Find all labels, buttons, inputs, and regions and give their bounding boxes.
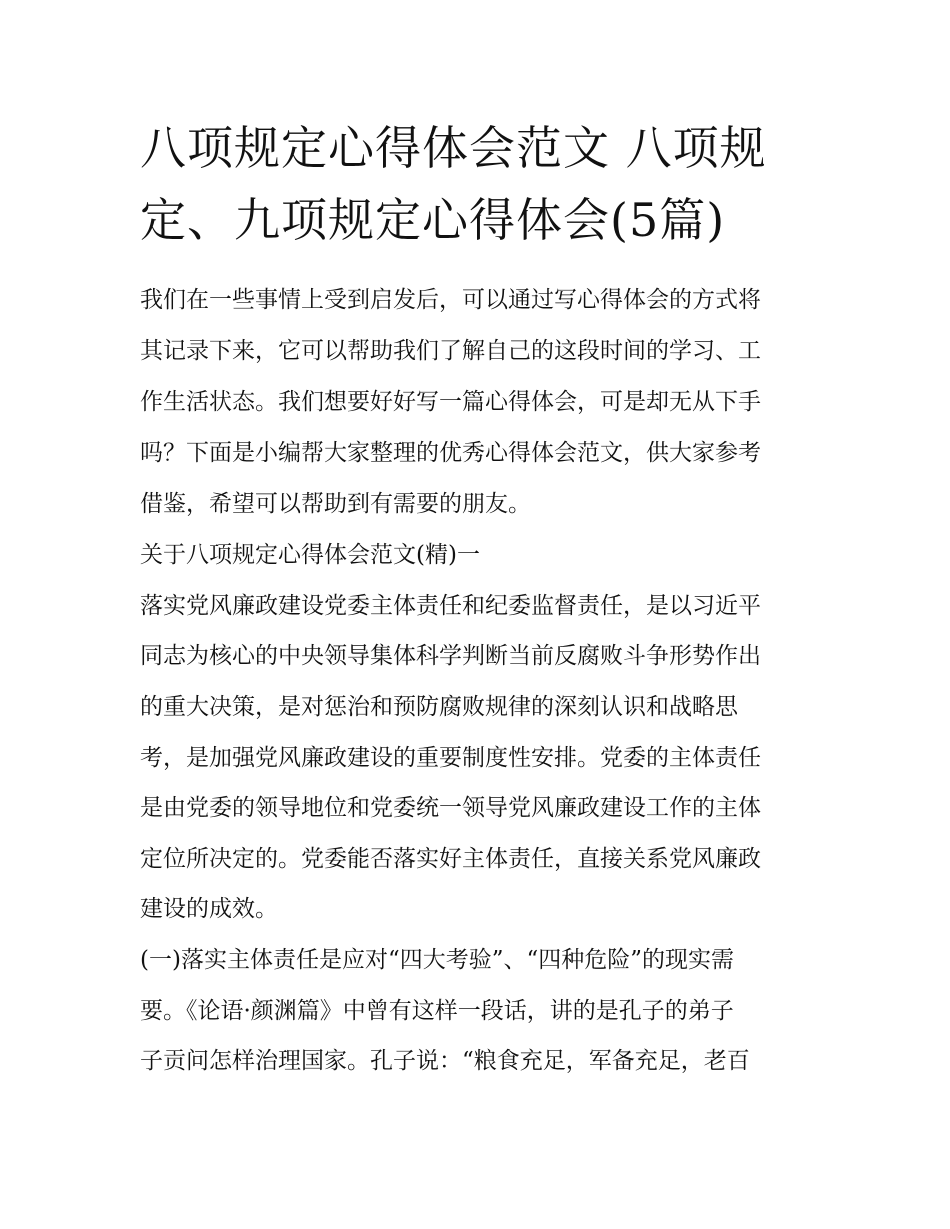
- body-line: 落实党风廉政建设党委主体责任和纪委监督责任，是以习近平: [140, 593, 761, 619]
- body-line: 定位所决定的。党委能否落实好主体责任，直接关系党风廉政: [140, 846, 761, 872]
- body-line: 建设的成效。: [140, 896, 278, 922]
- intro-line: 作生活状态。我们想要好好写一篇心得体会，可是却无从下手: [140, 389, 761, 415]
- intro-line: 借鉴，希望可以帮助到有需要的朋友。: [140, 491, 531, 517]
- body-line: 考，是加强党风廉政建设的重要制度性安排。党委的主体责任: [140, 745, 761, 771]
- intro-line: 我们在一些事情上受到启发后，可以通过写心得体会的方式将: [140, 287, 761, 313]
- subsection-line: 要。《论语·颜渊篇》中曾有这样一段话，讲的是孔子的弟子: [140, 998, 734, 1024]
- intro-line: 其记录下来，它可以帮助我们了解自己的这段时间的学习、工: [140, 338, 761, 364]
- subsection-line: (一)落实主体责任是应对“四大考验”、“四种危险”的现实需: [140, 947, 734, 973]
- subsection-line: 子贡问怎样治理国家。孔子说：“粮食充足，军备充足，老百: [140, 1048, 750, 1074]
- document-title: 八项规定心得体会范文 八项规定、九项规定心得体会(5篇): [140, 121, 767, 247]
- section-heading: 关于八项规定心得体会范文(精)一: [140, 542, 480, 568]
- body-line: 是由党委的领导地位和党委统一领导党风廉政建设工作的主体: [140, 795, 761, 821]
- body-line: 同志为核心的中央领导集体科学判断当前反腐败斗争形势作出: [140, 643, 761, 669]
- body-line: 的重大决策，是对惩治和预防腐败规律的深刻认识和战略思: [140, 694, 738, 720]
- intro-line: 吗？下面是小编帮大家整理的优秀心得体会范文，供大家参考: [140, 440, 761, 466]
